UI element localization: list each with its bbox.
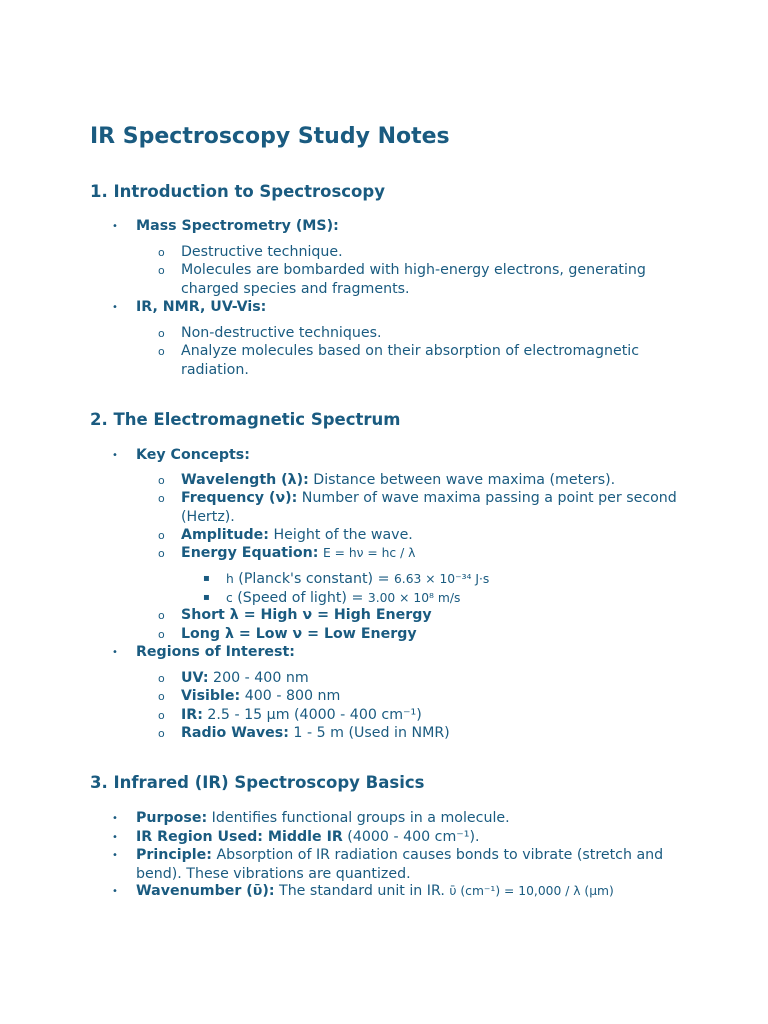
sublist-item-radio-waves: Radio Waves: 1 - 5 m (Used in NMR) <box>181 725 450 741</box>
bullet-circle: o <box>158 609 165 622</box>
bullet-disc: • <box>112 832 118 843</box>
bullet-disc: • <box>112 450 118 461</box>
bullet-disc: • <box>112 850 118 861</box>
bullet-circle: o <box>158 628 165 641</box>
sublist-item-ir: IR: 2.5 - 15 µm (4000 - 400 cm⁻¹) <box>181 707 422 723</box>
sublist-item-energy-equation: Energy Equation: E = hν = hc / λ <box>181 545 416 561</box>
sublist-item-visible: Visible: 400 - 800 nm <box>181 688 341 704</box>
bullet-circle: o <box>158 709 165 722</box>
bullet-square: ▪ <box>203 573 210 584</box>
bullet-disc: • <box>112 886 118 897</box>
sublist-item: Molecules are bombarded with high-energy electrons, generating charged species and fragments. <box>181 262 646 297</box>
section-heading-ir-basics: 3. Infrared (IR) Spectroscopy Basics <box>90 773 425 792</box>
list-item-key-concepts: Key Concepts: <box>136 447 250 463</box>
bullet-circle: o <box>158 246 165 259</box>
bullet-circle: o <box>158 690 165 703</box>
list-item-ir-region: IR Region Used: Middle IR (4000 - 400 cm⁻¹). <box>136 829 480 845</box>
sublist-item-uv: UV: 200 - 400 nm <box>181 670 309 686</box>
bullet-circle: o <box>158 327 165 340</box>
bullet-circle: o <box>158 529 165 542</box>
bullet-circle: o <box>158 264 165 277</box>
bullet-disc: • <box>112 221 118 232</box>
bullet-disc: • <box>112 813 118 824</box>
bullet-circle: o <box>158 474 165 487</box>
section-heading-introduction: 1. Introduction to Spectroscopy <box>90 182 385 201</box>
list-item-mass-spectrometry: Mass Spectrometry (MS): <box>136 218 339 234</box>
bullet-disc: • <box>112 647 118 658</box>
list-item-purpose: Purpose: Identifies functional groups in a molecule. <box>136 810 510 826</box>
section-heading-em-spectrum: 2. The Electromagnetic Spectrum <box>90 410 401 429</box>
list-item-regions-of-interest: Regions of Interest: <box>136 644 295 660</box>
sublist-item: Destructive technique. <box>181 244 343 260</box>
sublist-item-planck: h (Planck's constant) = 6.63 × 10⁻³⁴ J·s <box>226 571 490 587</box>
bullet-circle: o <box>158 345 165 358</box>
sublist-item: Analyze molecules based on their absorption of electromagnetic radiation. <box>181 343 640 378</box>
list-item-wavenumber: Wavenumber (ῡ): The standard unit in IR. ῡ (cm⁻¹) = 10,000 / λ (µm) <box>136 883 614 899</box>
bullet-circle: o <box>158 727 165 740</box>
sublist-item-short-wavelength: Short λ = High ν = High Energy <box>181 607 432 623</box>
list-item-principle: Principle: Absorption of IR radiation causes bonds to vibrate (stretch and bend). These vibrations are quantized. <box>136 847 664 882</box>
bullet-circle: o <box>158 672 165 685</box>
bullet-circle: o <box>158 547 165 560</box>
bullet-square: ▪ <box>203 592 210 603</box>
sublist-item-long-wavelength: Long λ = Low ν = Low Energy <box>181 626 417 642</box>
sublist-item-amplitude: Amplitude: Height of the wave. <box>181 527 413 543</box>
sublist-item-frequency: Frequency (ν): Number of wave maxima passing a point per second (Hertz). <box>181 490 677 525</box>
sublist-item-wavelength: Wavelength (λ): Distance between wave maxima (meters). <box>181 472 616 488</box>
sublist-item: Non-destructive techniques. <box>181 325 382 341</box>
page-title: IR Spectroscopy Study Notes <box>90 124 450 149</box>
bullet-circle: o <box>158 492 165 505</box>
list-item-ir-nmr-uvvis: IR, NMR, UV-Vis: <box>136 299 267 315</box>
bullet-disc: • <box>112 302 118 313</box>
sublist-item-speed-of-light: c (Speed of light) = 3.00 × 10⁸ m/s <box>226 590 461 606</box>
